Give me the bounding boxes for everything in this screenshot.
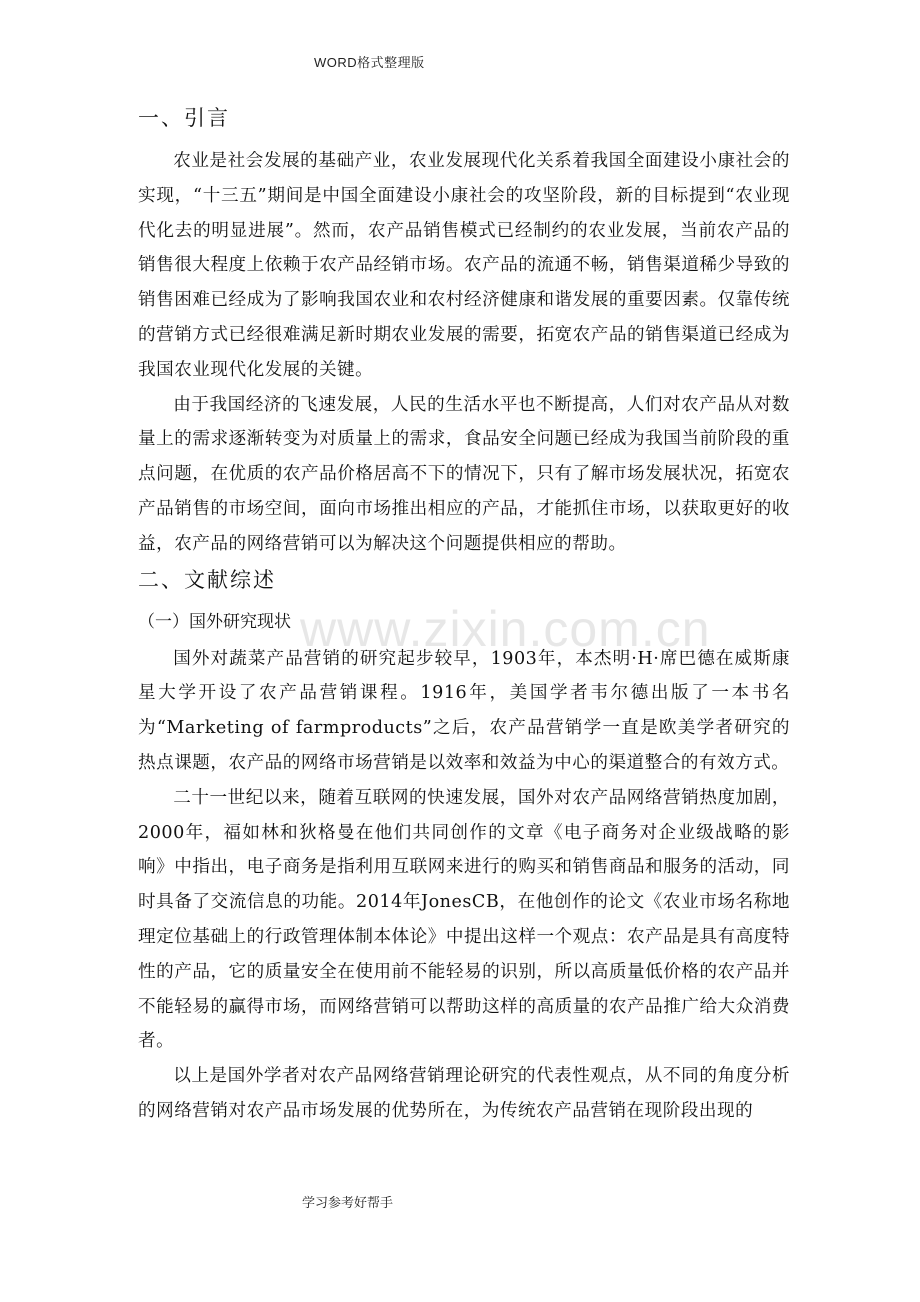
literature-paragraph-2: 二十一世纪以来，随着互联网的快速发展，国外对农产品网络营销热度加剧，2000年，福如林和狄格曼在他们共同创作的文章《电子商务对企业级战略的影响》中指出，电子商务是指利用互联网来进行的购买和销售商品和服务的活动，同时具备了交流信息的功能。2014年JonesCB，在他创作的论文《农业市场名称地理定位基础上的行政管理体制本体论》中提出这样一个观点：农产品是具有高度特性的产品，它的质量安全在使用前不能轻易的识别，所以高质量低价格的农产品并不能轻易的赢得市场，而网络营销可以帮助这样的高质量的农产品推广给大众消费者。 xyxy=(138,787,790,1052)
literature-paragraph-1: 国外对蔬菜产品营销的研究起步较早，1903年，本杰明·H·席巴德在威斯康星大学开设了农产品营销课程。1916年，美国学者韦尔德出版了一本书名为“Marketing of farmproducts”之后，农产品营销学一直是欧美学者研究的热点课题，农产品的网络市场营销是以效率和效益为中心的渠道整合的有效方式。 xyxy=(138,648,790,773)
section-heading-literature-review: 二、文献综述 xyxy=(138,567,276,592)
intro-paragraph-2: 由于我国经济的飞速发展，人民的生活水平也不断提高，人们对农产品从对数量上的需求逐渐转变为对质量上的需求，食品安全问题已经成为我国当前阶段的重点问题，在优质的农产品价格居高不下的情况下，只有了解市场发展状况，拓宽农产品销售的市场空间，面向市场推出相应的产品，才能抓住市场，以获取更好的收益，农产品的网络营销可以为解决这个问题提供相应的帮助。 xyxy=(138,394,790,554)
page-header: WORD格式整理版 xyxy=(314,55,425,70)
section-heading-introduction: 一、引言 xyxy=(138,106,230,130)
subsection-heading-foreign-research: （一）国外研究现状 xyxy=(138,611,291,632)
intro-paragraph-1: 农业是社会发展的基础产业，农业发展现代化关系着我国全面建设小康社会的实现，“十三五”期间是中国全面建设小康社会的攻坚阶段，新的目标提到“农业现代化去的明显进展”。然而，农产品销售模式已经制约的农业发展，当前农产品的销售很大程度上依赖于农产品经销市场。农产品的流通不畅，销售渠道稀少导致的销售困难已经成为了影响我国农业和农村经济健康和谐发展的重要因素。仅靠传统的营销方式已经很难满足新时期农业发展的需要，拓宽农产品的销售渠道已经成为我国农业现代化发展的关键。 xyxy=(138,151,790,380)
page-footer: 学习参考好帮手 xyxy=(302,1196,394,1211)
document-body xyxy=(138,100,790,1129)
watermark-text: www.zixin.com.cn xyxy=(300,601,711,657)
literature-paragraph-3: 以上是国外学者对农产品网络营销理论研究的代表性观点，从不同的角度分析的网络营销对农产品市场发展的优势所在，为传统农产品营销在现阶段出现的 xyxy=(138,1066,790,1121)
